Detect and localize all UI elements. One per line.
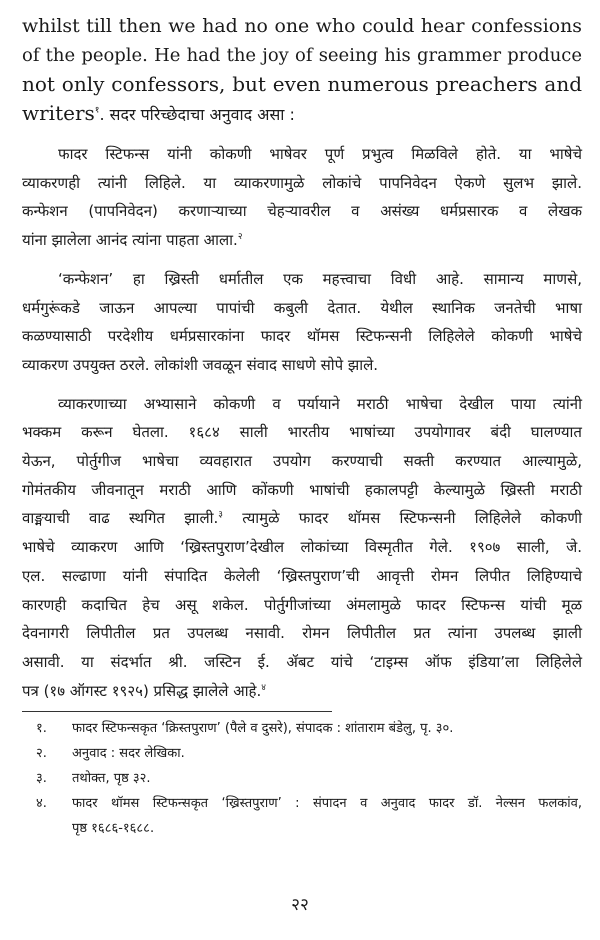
page-number: २२	[291, 895, 309, 915]
footnote-ref: ४	[261, 682, 266, 693]
grammar-paragraph	[22, 390, 582, 706]
footnote	[22, 766, 582, 791]
footnote	[22, 741, 582, 766]
text-line: भाषेचे व्याकरण आणि ‘ख्रिस्तपुराण’देखील लोकांच्या विस्मृतीत गेले. १९०७ साली, जे.	[22, 538, 582, 557]
footnote-ref: ३	[218, 510, 223, 521]
text-line: कन्फेशन (पापनिवेदन) करणाऱ्याच्या चेहऱ्यावरील व असंख्य धर्मप्रसारक व लेखक	[22, 202, 582, 221]
text-line: ‘कन्फेशन’ हा ख्रिस्ती धर्मातील एक महत्त्वाचा विधी आहे. सामान्य माणसे,	[58, 269, 582, 288]
footnote-ref: १	[94, 105, 100, 116]
text-line: व्याकरण उपयुक्त ठरले. लोकांशी जवळून संवाद साधणे सोपे झाले.	[22, 355, 379, 374]
text-line: एल. सल्ढाणा यांनी संपादित केलेली ‘ख्रिस्तपुराण’ची आवृत्ती रोमन लिपीत लिहिण्याचे	[22, 566, 582, 585]
text-line: येऊन, पोर्तुगीज भाषेचा व्यवहारात उपयोग करण्याची सक्ती करण्यात आल्यामुळे,	[22, 452, 582, 471]
text-run: वाङ्मयाची वाढ स्थगित झाली.	[22, 509, 219, 528]
text-line: भक्कम करून घेतला. १६८४ साली भारतीय भाषांच्या उपयोगावर बंदी घालण्यात	[22, 423, 582, 442]
footnote	[22, 791, 582, 841]
text-line	[22, 226, 582, 255]
footnote-text: पृष्ठ १६८६-१६८८.	[72, 821, 155, 837]
text-line	[22, 677, 582, 706]
footnote	[22, 716, 582, 741]
marathi-intro: . सदर परिच्छेदाचा अनुवाद असा :	[99, 105, 295, 124]
footnote-number: ४.	[36, 796, 47, 812]
text-line: धर्मगुरूंकडे जाऊन आपल्या पापांची कबुली देतात. येथील स्थानिक जनतेची भाषा	[22, 298, 582, 317]
text-run: त्यामुळे फादर थॉमस स्टिफन्सनी लिहिलेले कोकणी	[222, 509, 582, 528]
english-word: writers	[22, 101, 95, 125]
text-line	[22, 504, 582, 533]
footnote-text: फादर थॉमस स्टिफन्सकृत ‘ख्रिस्तपुराण’ : संपादन व अनुवाद फादर डॉ. नेल्सन फलकांव,	[72, 796, 582, 812]
text-line: देवनागरी लिपीतील प्रत उपलब्ध नसावी. रोमन लिपीतील प्रत त्यांना उपलब्ध झाली	[22, 624, 582, 643]
footnote-text: तथोक्त, पृष्ठ ३२.	[72, 771, 151, 787]
translation-paragraph	[22, 140, 582, 255]
text-line: फादर स्टिफन्स यांनी कोकणी भाषेवर पूर्ण प्रभुत्व मिळविले होते. या भाषेचे	[58, 145, 582, 163]
text-line: व्याकरणही त्यांनी लिहिले. या व्याकरणामुळे लोकांचे पापनिवेदन ऐकणे सुलभ झाले.	[22, 173, 582, 192]
english-line: whilst till then we had no one who could hear confessions	[22, 15, 582, 37]
text-run: यांना झालेला आनंद त्यांना पाहता आला.	[22, 231, 238, 250]
confession-paragraph	[22, 265, 582, 380]
footnote-divider	[22, 711, 332, 712]
text-line: कळण्यासाठी परदेशीय धर्मप्रसारकांना फादर थॉमस स्टिफन्सनी लिहिलेले कोकणी भाषेचे	[22, 327, 582, 346]
footnote-number: १.	[36, 721, 47, 737]
english-quote	[22, 12, 582, 129]
footnote-ref: २	[237, 232, 243, 243]
text-run: पत्र (१७ ऑगस्ट १९२५) प्रसिद्ध झालेले आहे.	[22, 681, 262, 700]
english-line: of the people. He had the joy of seeing his grammer produce	[22, 45, 582, 66]
english-line: not only confessors, but even numerous preachers and	[22, 72, 582, 96]
footnotes	[22, 716, 582, 841]
footnote-number: ३.	[36, 771, 47, 787]
english-line	[22, 99, 582, 129]
footnote-number: २.	[36, 746, 47, 762]
footnote-text: अनुवाद : सदर लेखिका.	[72, 746, 185, 762]
text-line: असावी. या संदर्भात श्री. जस्टिन ई. ॲबट यांचे ‘टाइम्स ऑफ इंडिया’ला लिहिलेले	[22, 652, 582, 671]
text-line: व्याकरणाच्या अभ्यासाने कोकणी व पर्यायाने मराठी भाषेचा देखील पाया त्यांनी	[58, 394, 582, 413]
text-line: गोमंतकीय जीवनातून मराठी आणि कोंकणी भाषांची हकालपट्टी केल्यामुळे ख्रिस्ती मराठी	[22, 480, 582, 499]
text-line: कारणही कदाचित हेच असू शकेल. पोर्तुगीजांच्या अंमलामुळे फादर स्टिफन्स यांची मूळ	[22, 595, 582, 614]
footnote-text: फादर स्टिफन्सकृत ‘क्रिस्तपुराण’ (पैले व दुसरे), संपादक : शांताराम बंडेलु, पृ. ३०.	[72, 721, 454, 737]
